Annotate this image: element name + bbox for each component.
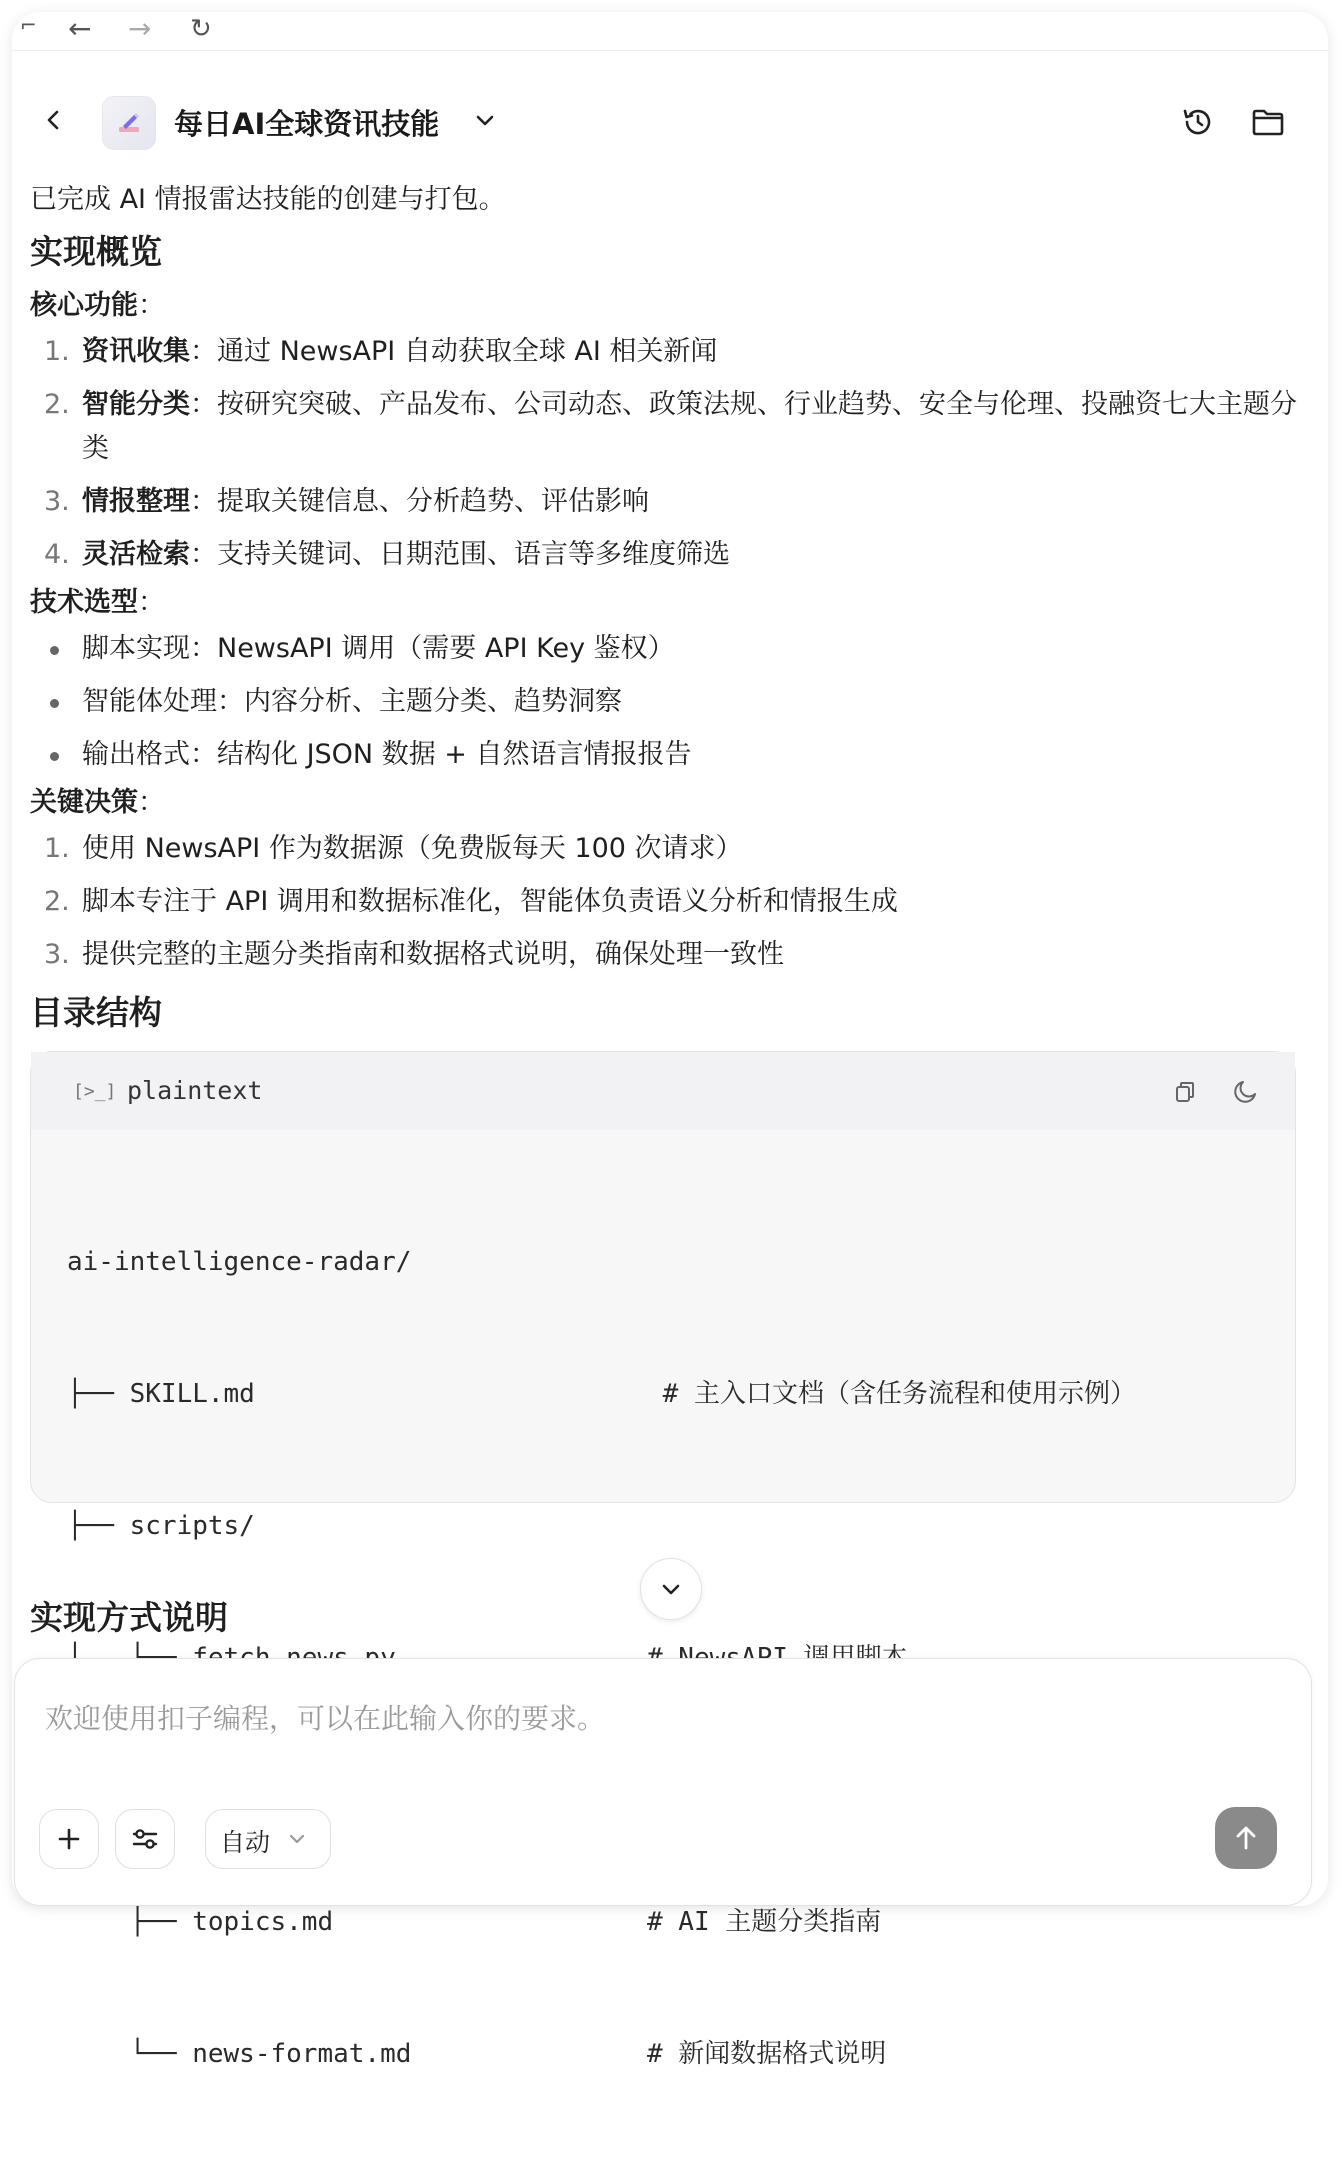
list-item: 1. 资讯收集：通过 NewsAPI 自动获取全球 AI 相关新闻	[44, 336, 718, 367]
list-item: 智能体处理：内容分析、主题分类、趋势洞察	[30, 680, 1310, 724]
scroll-down-button[interactable]	[640, 1558, 702, 1620]
list-item: 4. 灵活检索：支持关键词、日期范围、语言等多维度筛选	[44, 539, 730, 570]
chevron-down-icon	[286, 1828, 308, 1850]
list-item: 脚本实现：NewsAPI 调用（需要 API Key 鉴权）	[30, 627, 1310, 671]
theme-moon-icon[interactable]	[1231, 1078, 1259, 1106]
terminal-icon: [>_]	[73, 1081, 117, 1102]
plus-icon	[56, 1826, 82, 1852]
mode-select[interactable]	[205, 1809, 331, 1869]
browser-back-icon[interactable]: ←	[68, 12, 92, 45]
back-button[interactable]	[34, 100, 74, 140]
code-line: ├── scripts/	[67, 1511, 255, 1541]
code-line: ├── topics.md # AI 主题分类指南	[67, 1907, 882, 1937]
copy-icon[interactable]	[1171, 1078, 1199, 1106]
list-item: 2. 脚本专注于 API 调用和数据标准化，智能体负责语义分析和情报生成	[44, 886, 898, 917]
chat-header	[12, 74, 1328, 170]
list-item: 1. 使用 NewsAPI 作为数据源（免费版每天 100 次请求）	[44, 833, 743, 864]
history-icon[interactable]	[1178, 102, 1218, 142]
reload-icon[interactable]: ↻	[190, 14, 212, 44]
code-line: ai-intelligence-radar/	[67, 1247, 412, 1277]
list-item: 2. 智能分类：按研究突破、产品发布、公司动态、政策法规、行业趋势、安全与伦理、投融资七大主题分类	[44, 389, 1297, 464]
settings-button[interactable]	[115, 1809, 175, 1869]
pencil-icon	[114, 108, 144, 138]
code-block-header	[31, 1052, 1295, 1130]
arrow-up-icon	[1231, 1823, 1261, 1853]
browser-forward-icon[interactable]: →	[128, 12, 152, 45]
send-button[interactable]	[1215, 1807, 1277, 1869]
code-line: ├── SKILL.md # 主入口文档（含任务流程和使用示例）	[67, 1379, 1136, 1409]
browser-toolbar	[12, 12, 1328, 51]
code-language-label: plaintext	[127, 1076, 263, 1105]
sliders-icon	[130, 1824, 160, 1854]
chevron-down-icon[interactable]	[470, 106, 500, 136]
code-line: └── news-format.md # 新闻数据格式说明	[67, 2039, 887, 2069]
page-title[interactable]: 每日AI全球资讯技能	[174, 107, 440, 141]
list-item: 3. 提供完整的主题分类指南和数据格式说明，确保处理一致性	[44, 939, 784, 970]
folder-icon[interactable]	[1248, 102, 1288, 142]
list-item: 3. 情报整理：提取关键信息、分析趋势、评估影响	[44, 486, 649, 517]
mode-select-value: 自动	[220, 1828, 271, 1857]
chevron-left-icon	[43, 109, 65, 131]
directory-heading: 目录结构	[30, 993, 162, 1032]
chevron-down-icon	[658, 1576, 684, 1602]
key-decisions-label: 关键决策：	[30, 787, 165, 818]
app-window	[12, 12, 1328, 2069]
core-features-list	[30, 330, 1310, 577]
composer-placeholder[interactable]: 欢迎使用扣子编程，可以在此输入你的要求。	[45, 1702, 606, 1735]
tech-stack-label: 技术选型：	[30, 587, 165, 618]
core-features-label: 核心功能：	[30, 290, 165, 321]
overview-heading: 实现概览	[30, 232, 162, 271]
implementation-heading: 实现方式说明	[30, 1598, 228, 1637]
composer[interactable]	[14, 1658, 1312, 1906]
sidebar-toggle-icon[interactable]: ⌐	[20, 13, 37, 37]
list-item: 输出格式：结构化 JSON 数据 + 自然语言情报报告	[30, 733, 1310, 777]
message-intro: 已完成 AI 情报雷达技能的创建与打包。	[30, 184, 506, 215]
skill-avatar	[102, 96, 156, 150]
key-decisions-list	[30, 827, 1310, 977]
tech-stack-list	[30, 627, 1310, 777]
add-attachment-button[interactable]	[39, 1809, 99, 1869]
